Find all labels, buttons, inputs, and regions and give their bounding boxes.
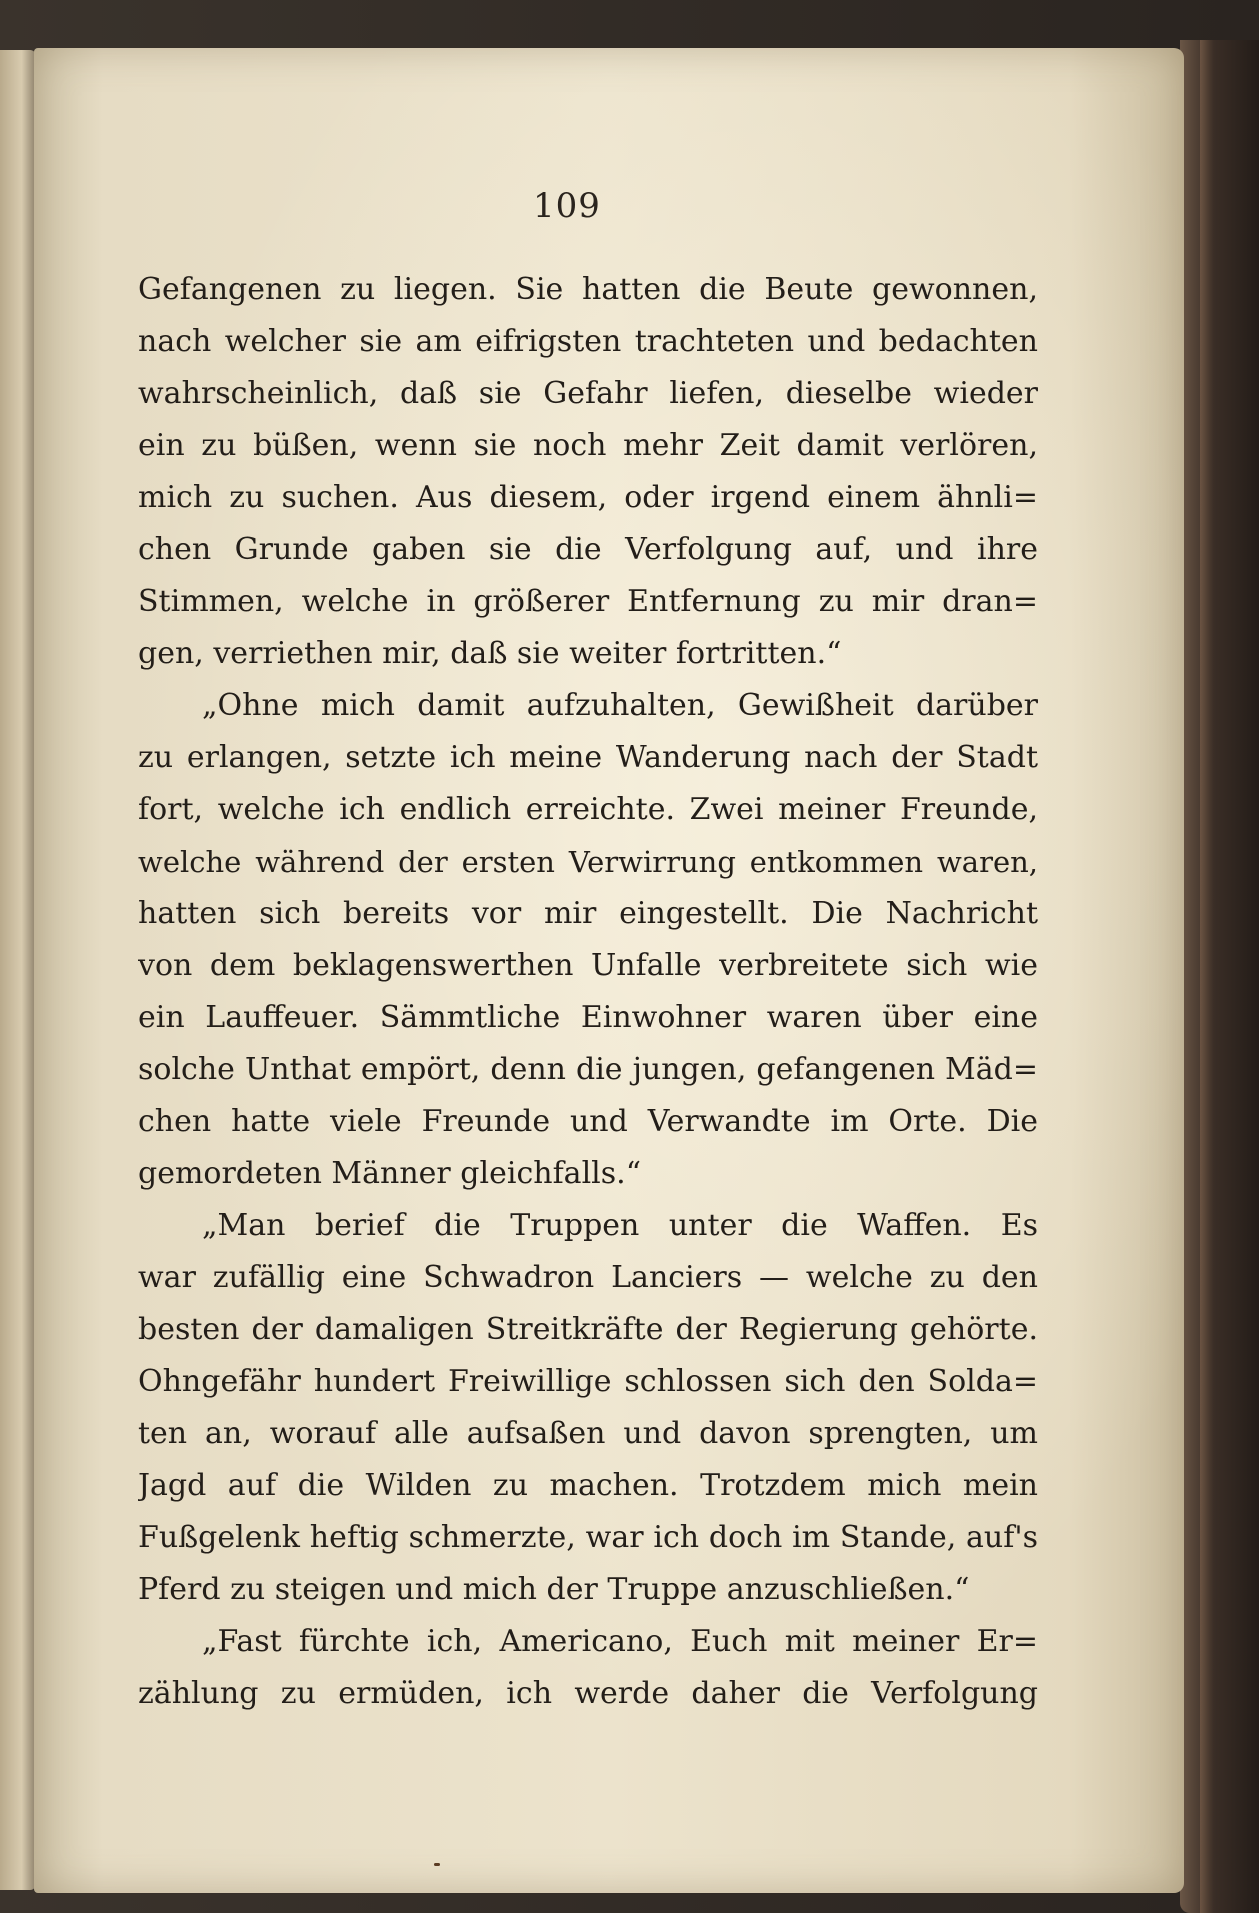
text-line: chen hatte viele Freunde und Verwandte im Orte. Die <box>138 1104 1038 1139</box>
text-line: mich zu suchen. Aus diesem, oder irgend einem ähnli= <box>138 480 1038 515</box>
text-line: Fußgelenk heftig schmerzte, war ich doch im Stande, auf's <box>138 1520 1038 1555</box>
text-line: von dem beklagenswerthen Unfalle verbreitete sich wie <box>138 948 1038 983</box>
book-binding <box>1180 40 1259 1913</box>
text-line: hatten sich bereits vor mir eingestellt. Die Nachricht <box>138 896 1038 931</box>
text-line: zählung zu ermüden, ich werde daher die Verfolgung <box>138 1676 1038 1711</box>
text-line: Gefangenen zu liegen. Sie hatten die Beute gewonnen, <box>138 272 1038 307</box>
ink-speck <box>434 1863 440 1866</box>
text-line: nach welcher sie am eifrigsten trachteten und bedachten <box>138 324 1038 359</box>
text-line: gen, verriethen mir, daß sie weiter fortritten.“ <box>138 636 842 671</box>
text-line: ein Lauffeuer. Sämmtliche Einwohner waren über eine <box>138 1000 1038 1035</box>
text-line: Jagd auf die Wilden zu machen. Trotzdem mich mein <box>138 1468 1038 1503</box>
text-line: welche während der ersten Verwirrung entkommen waren, <box>138 845 1038 879</box>
text-line: „Fast fürchte ich, Americano, Euch mit meiner Er= <box>202 1624 1038 1659</box>
book-page <box>34 48 1184 1893</box>
text-line: ein zu büßen, wenn sie noch mehr Zeit damit verlören, <box>138 428 1038 463</box>
previous-page-edge <box>0 50 36 1890</box>
text-line: fort, welche ich endlich erreichte. Zwei meiner Freunde, <box>138 792 1038 827</box>
text-line: chen Grunde gaben sie die Verfolgung auf, und ihre <box>138 532 1038 567</box>
text-line: ten an, worauf alle aufsaßen und davon sprengten, um <box>138 1416 1038 1451</box>
text-line: wahrscheinlich, daß sie Gefahr liefen, dieselbe wieder <box>138 376 1038 411</box>
text-line: zu erlangen, setzte ich meine Wanderung nach der Stadt <box>138 740 1038 775</box>
text-line: besten der damaligen Streitkräfte der Regierung gehörte. <box>138 1312 1038 1347</box>
text-line: Ohngefähr hundert Freiwillige schlossen sich den Solda= <box>138 1364 1038 1399</box>
page-text <box>138 264 1038 1720</box>
text-line: Stimmen, welche in größerer Entfernung zu mir dran= <box>138 584 1038 619</box>
text-line: „Man berief die Truppen unter die Waffen. Es <box>202 1208 1038 1243</box>
text-line: Pferd zu steigen und mich der Truppe anzuschließen.“ <box>138 1572 970 1607</box>
page-number: 109 <box>533 186 601 226</box>
text-line: war zufällig eine Schwadron Lanciers — welche zu den <box>138 1260 1038 1295</box>
text-line: gemordeten Männer gleichfalls.“ <box>138 1156 642 1191</box>
text-line: solche Unthat empört, denn die jungen, gefangenen Mäd= <box>138 1052 1038 1087</box>
text-line: „Ohne mich damit aufzuhalten, Gewißheit darüber <box>202 688 1038 723</box>
